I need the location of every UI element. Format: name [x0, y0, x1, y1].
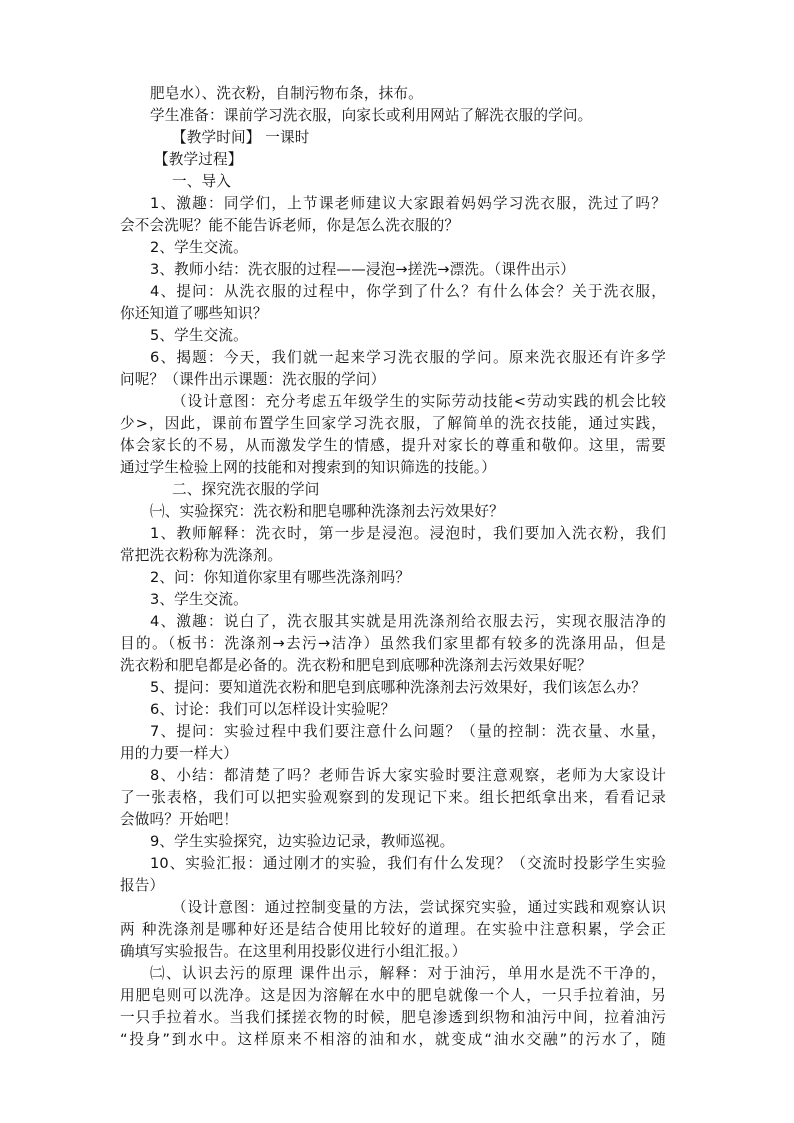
text-line: 肥皂水）、洗衣粉，自制污物布条，抹布。	[150, 85, 423, 102]
text-line: 两 种洗涤剂是哪种好还是结合使用比较好的道理。在实验中注意积累，学会正	[120, 921, 666, 938]
text-line: ㈡、认识去污的原理 课件出示，解释：对于油污，单用水是洗不干净的，	[150, 965, 666, 982]
text-line: 会不会洗呢？能不能告诉老师，你是怎么洗衣服的？	[120, 217, 460, 234]
text-line: 常把洗衣粉称为洗涤剂。	[120, 547, 283, 564]
text-line: 5、学生交流。	[150, 327, 248, 344]
text-line: 确填写实验报告。在这里利用投影仪进行小组汇报。）	[120, 943, 467, 960]
text-line: 5、提问：要知道洗衣粉和肥皂到底哪种洗涤剂去污效果好，我们该怎么办？	[150, 679, 646, 696]
text-line: 通过学生检验上网的技能和对搜索到的知识筛选的技能。）	[120, 459, 497, 476]
text-line: 4、提问：从洗衣服的过程中，你学到了什么？有什么体会？关于洗衣服，	[150, 283, 666, 300]
text-line: 报告）	[120, 877, 165, 894]
text-line: 体会家长的不易，从而激发学生的情感，提升对家长的尊重和敬仰。这里，需要	[120, 437, 666, 454]
text-line: 10、实验汇报：通过刚才的实验，我们有什么发现？（交流时投影学生实验	[150, 855, 666, 872]
text-line: 了一张表格，我们可以把实验观察到的发现记下来。组长把纸拿出来，看看记录	[120, 789, 666, 806]
text-line: 6、讨论：我们可以怎样设计实验呢？	[150, 701, 396, 718]
text-line: 7、提问：实验过程中我们要注意什么问题？（量的控制：洗衣量、水量，	[150, 723, 666, 740]
text-line: 1、教师解释：洗衣时，第一步是浸泡。浸泡时，我们要加入洗衣粉，我们	[150, 525, 666, 542]
text-line: 6、揭题：今天，我们就一起来学习洗衣服的学问。原来洗衣服还有许多学	[150, 349, 666, 366]
text-line: 3、教师小结：洗衣服的过程——浸泡→搓洗→漂洗。（课件出示）	[150, 261, 575, 278]
text-line: “投身”到水中。这样原来不相溶的油和水，就变成“油水交融”的污水了，随	[120, 1031, 666, 1048]
text-line: ㈠、实验探究：洗衣粉和肥皂哪种洗涤剂去污效果好？	[150, 503, 504, 520]
text-line: （设计意图：充分考虑五年级学生的实际劳动技能<劳动实践的机会比较	[172, 393, 666, 410]
text-line: 一、导入	[172, 173, 231, 190]
text-line: 目的。（板书：洗涤剂→去污→洁净）虽然我们家里都有较多的洗涤用品，但是	[120, 635, 666, 652]
text-line: 8、小结：都清楚了吗？老师告诉大家实验时要注意观察，老师为大家设计	[150, 767, 666, 784]
text-line: 用肥皂则可以洗净。这是因为溶解在水中的肥皂就像一个人，一只手拉着油，另	[120, 987, 666, 1004]
text-line: 9、学生实验探究，边实验边记录，教师巡视。	[150, 833, 455, 850]
text-line: 3、学生交流。	[150, 591, 248, 608]
text-line: 用的力要一样大）	[120, 745, 238, 762]
text-line: 二、探究洗衣服的学问	[172, 481, 320, 498]
text-line: 2、问：你知道你家里有哪些洗涤剂吗？	[150, 569, 411, 586]
text-line: 少>，因此，课前布置学生回家学习洗衣服，了解简单的洗衣技能，通过实践，	[120, 415, 666, 432]
text-line: 你还知道了哪些知识？	[120, 305, 268, 322]
text-line: 洗衣粉和肥皂都是必备的。洗衣粉和肥皂到底哪种洗涤剂去污效果好呢？	[120, 657, 592, 674]
text-line: 【教学时间】 一课时	[172, 129, 310, 146]
text-line: 会做吗？开始吧！	[120, 811, 238, 828]
text-line: 2、学生交流。	[150, 239, 248, 256]
text-line: （设计意图：通过控制变量的方法，尝试探究实验，通过实践和观察认识	[172, 899, 666, 916]
text-line: 1、激趣：同学们，上节课老师建议大家跟着妈妈学习洗衣服，洗过了吗？	[150, 195, 666, 212]
text-line: 4、激趣：说白了，洗衣服其实就是用洗涤剂给衣服去污，实现衣服洁净的	[150, 613, 666, 630]
text-line: 问呢？（课件出示课题：洗衣服的学问）	[120, 371, 386, 388]
text-line: 一只手拉着水。当我们揉搓衣物的时候，肥皂渗透到织物和油污中间，拉着油污	[120, 1009, 666, 1026]
text-line: 【教学过程】	[154, 151, 243, 168]
text-line: 学生准备：课前学习洗衣服，向家长或利用网站了解洗衣服的学问。	[150, 107, 593, 124]
